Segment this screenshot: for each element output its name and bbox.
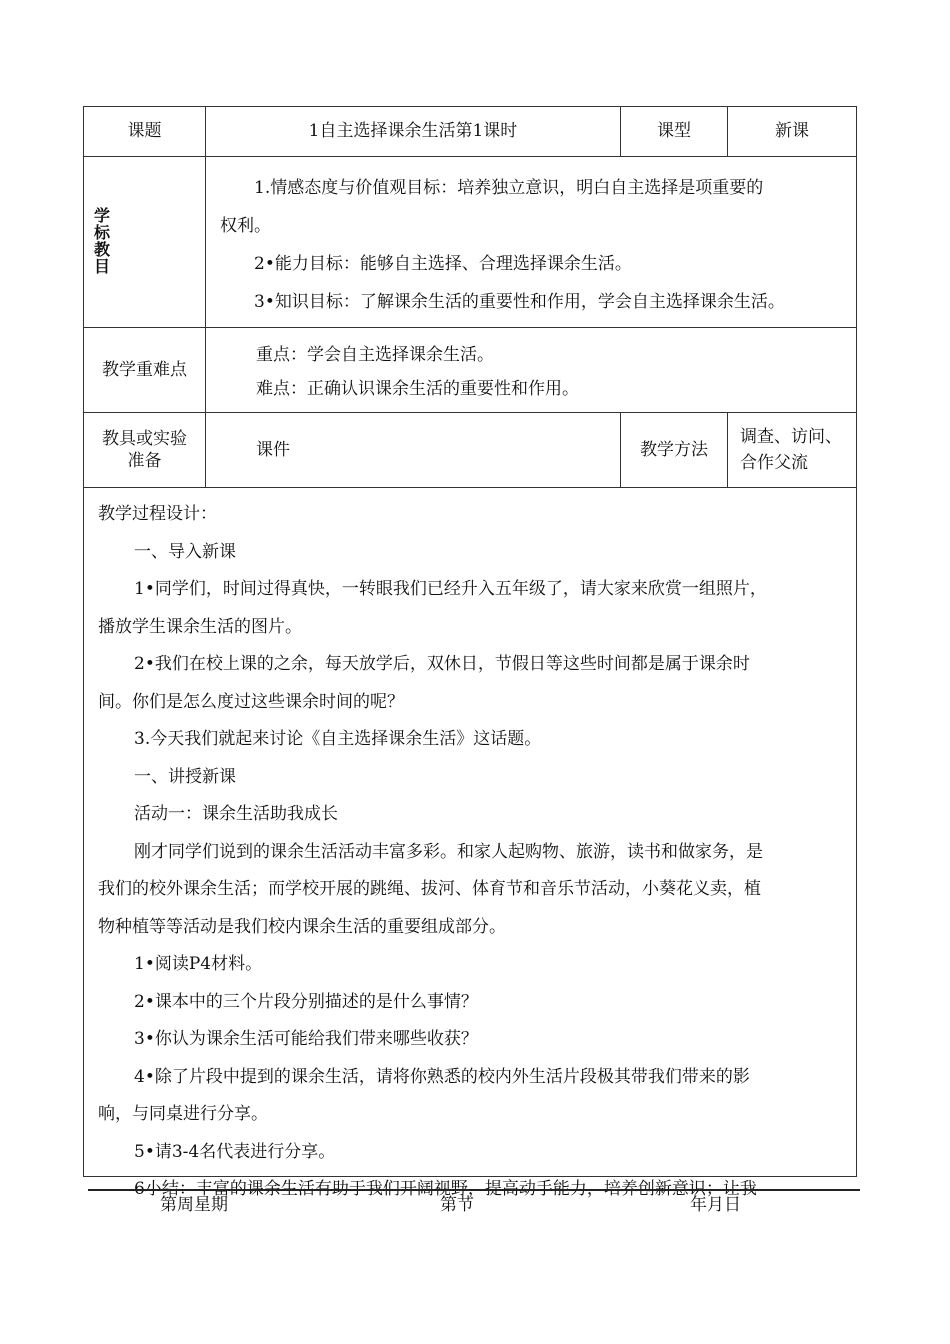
method-label: 教学方法: [621, 413, 728, 488]
difficulty-row: [84, 328, 857, 413]
process-line: 2•我们在校上课的之余，每天放学后，双休日，节假日等这些时间都是属于课余时: [134, 654, 750, 674]
hard-point: 难点：正确认识课余生活的重要性和作用。: [256, 379, 579, 399]
process-line: 1•阅读P4材料。: [134, 954, 263, 974]
prep-value: 课件: [206, 413, 621, 488]
topic-row: [84, 107, 857, 157]
type-value: 新课: [728, 107, 857, 157]
process-line: 一、导入新课: [134, 541, 236, 562]
goals-content: [206, 157, 857, 328]
process-line: 响，与同桌进行分享。: [98, 1104, 268, 1124]
process-line: 2•课本中的三个片段分别描述的是什么事情？: [134, 991, 478, 1012]
footer-week: 第周星期: [160, 1195, 228, 1215]
method-value: 调查、访问、合作父流: [728, 413, 857, 488]
topic-label: 课题: [84, 107, 206, 157]
goals-label-char: 标: [94, 223, 111, 243]
footer-date: 年月日: [690, 1195, 741, 1215]
difficulty-content: [206, 328, 857, 413]
process-content: [84, 488, 857, 1199]
process-line: 3•你认为课余生活可能给我们带来哪些收获？: [134, 1029, 478, 1049]
goal-1-continued: 权利。: [220, 216, 271, 236]
process-line: 间。你们是怎么度过这些课余时间的呢？: [98, 691, 404, 712]
goal-2: 2•能力目标：能够自主选择、合理选择课余生活。: [254, 254, 632, 274]
process-lines: [98, 496, 842, 1199]
type-label: 课型: [621, 107, 728, 157]
prep-label-line2: 准备: [127, 451, 162, 471]
goal-1: 1.情感态度与价值观目标：培养独立意识，明白自主选择是项重要的: [254, 178, 764, 198]
difficulty-label: 教学重难点: [84, 328, 206, 413]
goals-label: [84, 157, 206, 328]
process-line: 4•除了片段中提到的课余生活，请将你熟悉的校内外生活片段极其带我们带来的影: [134, 1066, 750, 1087]
key-point: 重点：学会自主选择课余生活。: [256, 345, 494, 365]
process-line: 3.今天我们就起来讨论《自主选择课余生活》这话题。: [134, 729, 542, 749]
goals-label-char: 教: [94, 240, 111, 259]
goals-label-char: 目: [94, 256, 111, 276]
goals-label-char: 学: [94, 206, 111, 226]
prep-label: [84, 413, 206, 488]
goal-3: 3•知识目标：了解课余生活的重要性和作用，学会自主选择课余生活。: [254, 292, 785, 312]
prep-row: [84, 413, 857, 488]
goals-row: [84, 157, 857, 328]
process-line: 6小结：丰富的课余生活有助于我们开阔视野，提高动手能力，培养创新意识；让我: [134, 1179, 757, 1199]
process-line: 我们的校外课余生活；而学校开展的跳绳、拔河、体育节和音乐节活动，小葵花义卖，植: [98, 879, 761, 899]
process-line: 一、讲授新课: [134, 766, 236, 787]
process-line: 刚才同学们说到的课余生活活动丰富多彩。和家人起购物、旅游，读书和做家务，是: [134, 841, 763, 862]
lesson-plan-table: [83, 106, 857, 1199]
topic-value: 1自主选择课余生活第1课时: [206, 107, 621, 157]
process-line: 物种植等等活动是我们校内课余生活的重要组成部分。: [98, 916, 506, 937]
process-line: 5•请3-4名代表进行分享。: [134, 1141, 336, 1162]
process-line: 活动一：课余生活助我成长: [134, 804, 338, 824]
prep-label-line1: 教具或实验: [102, 428, 187, 449]
process-line: 播放学生课余生活的图片。: [98, 616, 302, 637]
footer-section: 第节: [440, 1195, 474, 1215]
process-row: [84, 488, 857, 1177]
process-line: 教学过程设计：: [98, 504, 217, 524]
process-line: 1•同学们，时间过得真快，一转眼我们已经升入五年级了，请大家来欣赏一组照片，: [134, 579, 767, 599]
